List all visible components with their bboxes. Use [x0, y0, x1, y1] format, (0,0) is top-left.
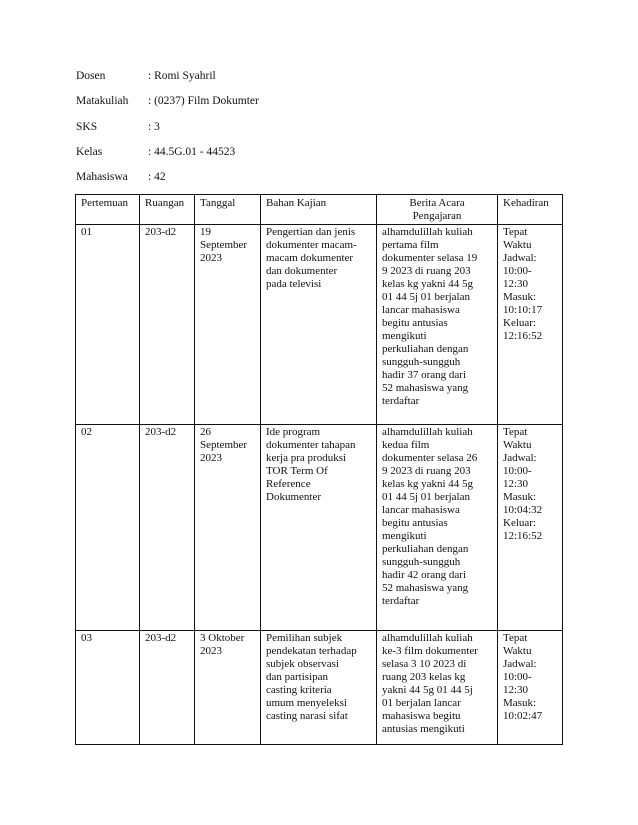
cell-tanggal: 3 Oktober 2023 — [195, 631, 261, 745]
cell-bahan-kajian: Ide program dokumenter tahapan kerja pra produksi TOR Term Of Reference Dokumenter — [261, 425, 377, 631]
info-label: SKS — [76, 120, 98, 133]
header-berita-acara: Berita Acara Pengajaran — [377, 195, 498, 225]
info-label: Mahasiswa — [76, 171, 128, 184]
cell-kehadiran: Tepat Waktu Jadwal: 10:00- 12:30 Masuk: 10:02:47 — [498, 631, 563, 745]
table-row — [76, 225, 563, 425]
cell-pertemuan: 01 — [76, 225, 140, 425]
cell-berita-acara: alhamdulillah kuliah ke-3 film dokumenter selasa 3 10 2023 di ruang 203 kelas kg yakni 44 5g 01 44 5j 01 berjalan lancar mahasiswa begitu antusias mengikuti — [377, 631, 498, 745]
info-row-matakuliah — [76, 95, 259, 120]
info-row-dosen — [76, 70, 259, 95]
cell-kehadiran: Tepat Waktu Jadwal: 10:00- 12:30 Masuk: 10:10:17 Keluar: 12:16:52 — [498, 225, 563, 425]
cell-ruangan: 203-d2 — [140, 631, 195, 745]
info-label: Matakuliah — [76, 95, 129, 108]
cell-berita-acara: alhamdulillah kuliah kedua film dokumenter selasa 26 9 2023 di ruang 203 kelas kg yakni 44 5g 01 44 5j 01 berjalan lancar mahasiswa begitu antusias mengikuti perkuliahan dengan sungguh-sungguh hadir 42 orang dari 52 mahasiswa yang terdaftar — [377, 425, 498, 631]
table-header-row — [76, 195, 563, 225]
table-row — [76, 631, 563, 745]
cell-pertemuan: 02 — [76, 425, 140, 631]
info-row-sks — [76, 121, 259, 146]
cell-bahan-kajian: Pemilihan subjek pendekatan terhadap subjek observasi dan partisipan casting kriteria umum menyeleksi casting narasi sifat — [261, 631, 377, 745]
info-value: : 44.5G.01 - 44523 — [148, 145, 236, 158]
header-bahan-kajian: Bahan Kajian — [261, 195, 377, 225]
info-label: Kelas — [76, 145, 103, 158]
info-value: : 3 — [148, 120, 160, 133]
cell-tanggal: 26 September 2023 — [195, 425, 261, 631]
info-value: : 42 — [148, 171, 166, 184]
cell-bahan-kajian: Pengertian dan jenis dokumenter macam- macam dokumenter dan dokumenter pada televisi — [261, 225, 377, 425]
cell-ruangan: 203-d2 — [140, 425, 195, 631]
course-info — [76, 70, 259, 196]
table-row — [76, 425, 563, 631]
info-label: Dosen — [76, 70, 106, 82]
cell-pertemuan: 03 — [76, 631, 140, 745]
cell-tanggal: 19 September 2023 — [195, 225, 261, 425]
header-tanggal: Tanggal — [195, 195, 261, 225]
info-row-mahasiswa — [76, 171, 259, 196]
header-pertemuan: Pertemuan — [76, 195, 140, 225]
cell-ruangan: 203-d2 — [140, 225, 195, 425]
attendance-table — [75, 194, 563, 745]
header-ruangan: Ruangan — [140, 195, 195, 225]
cell-kehadiran: Tepat Waktu Jadwal: 10:00- 12:30 Masuk: 10:04:32 Keluar: 12:16:52 — [498, 425, 563, 631]
info-value: : (0237) Film Dokumter — [148, 95, 259, 108]
info-row-kelas — [76, 146, 259, 171]
info-value: : Romi Syahril — [148, 70, 216, 82]
cell-berita-acara: alhamdulillah kuliah pertama film dokumenter selasa 19 9 2023 di ruang 203 kelas kg yakni 44 5g 01 44 5j 01 berjalan lancar mahasiswa begitu antusias mengikuti perkuliahan dengan sungguh-sungguh hadir 37 orang dari 52 mahasiswa yang terdaftar — [377, 225, 498, 425]
header-kehadiran: Kehadiran — [498, 195, 563, 225]
